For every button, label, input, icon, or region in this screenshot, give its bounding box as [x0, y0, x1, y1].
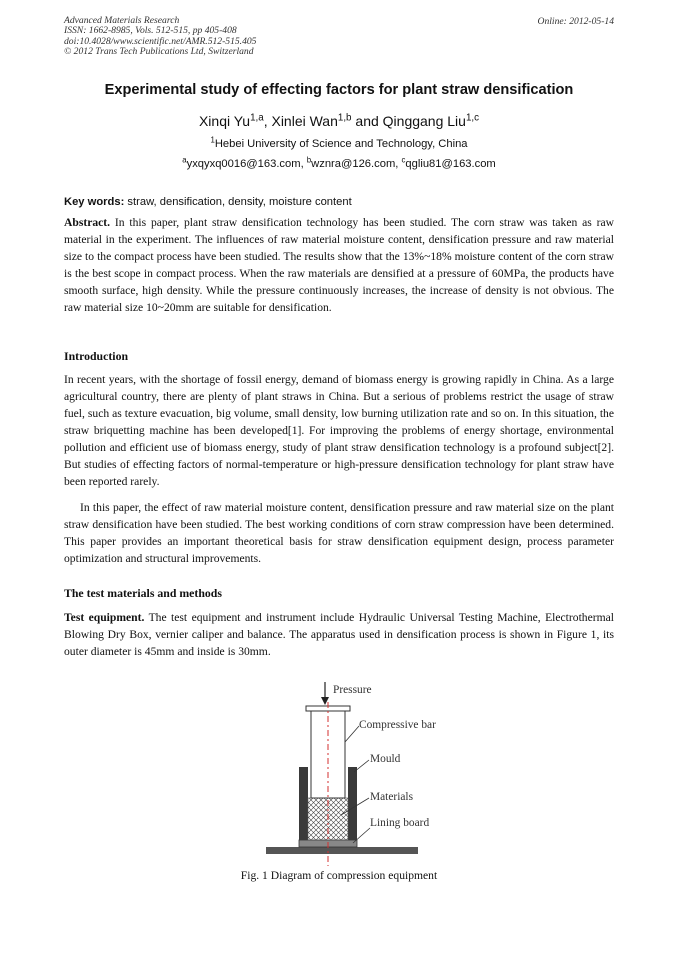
abstract-label: Abstract.	[64, 216, 111, 229]
journal-name: Advanced Materials Research	[64, 15, 180, 26]
author-sup: 1,a	[250, 112, 264, 124]
compression-equipment-diagram	[226, 680, 452, 885]
affiliation-text: Hebei University of Science and Technology, China	[214, 138, 468, 150]
affiliation	[0, 135, 678, 150]
author-name: Xinlei Wan	[271, 113, 338, 129]
author-separator: ,	[263, 113, 272, 129]
author-list	[0, 113, 678, 129]
figure-caption: Fig. 1 Diagram of compression equipment	[240, 869, 438, 882]
section-heading-introduction: Introduction	[64, 349, 129, 363]
leader-line	[345, 726, 359, 742]
author-name: Xinqi Yu	[198, 113, 251, 129]
author-sup: 1,b	[337, 112, 352, 124]
label-lining-board: Lining board	[370, 817, 430, 829]
label-materials: Materials	[370, 791, 414, 803]
email: wznra@126.com,	[311, 158, 402, 170]
email: qgliu81@163.com	[405, 158, 496, 170]
copyright: © 2012 Trans Tech Publications Ltd, Switzerland	[64, 46, 254, 58]
section-heading-methods: The test materials and methods	[64, 586, 222, 600]
journal-header	[64, 16, 256, 58]
email-sup: b	[306, 155, 312, 165]
test-equipment-label: Test equipment.	[64, 611, 145, 624]
email: yxqyxq0016@163.com,	[186, 158, 307, 170]
author-name: Qinggang Liu	[382, 113, 466, 129]
keywords-text: straw, densification, density, moisture content	[127, 196, 352, 208]
keywords	[64, 196, 614, 208]
mould-wall-right	[348, 767, 357, 840]
label-mould: Mould	[370, 753, 401, 765]
leader-line	[354, 760, 369, 772]
email-sup: c	[401, 155, 406, 165]
methods-paragraph	[64, 609, 614, 660]
mould-wall-left	[299, 767, 308, 840]
label-compressive-bar: Compressive bar	[359, 719, 436, 731]
abstract	[64, 214, 614, 316]
email-sup: a	[182, 155, 187, 165]
affiliation-sup: 1	[210, 135, 215, 145]
label-pressure: Pressure	[333, 684, 372, 696]
keywords-label: Key words:	[64, 196, 125, 208]
test-equipment-text: The test equipment and instrument include Hydraulic Universal Testing Machine, Electrothermal Blowing Dry Box, vernier caliper and balance. The apparatus used in densification process is shown in Figure 1, its outer diameter is 45mm and inside is 30mm.	[64, 611, 614, 658]
email-list	[0, 155, 678, 170]
doi: doi:10.4028/www.scientific.net/AMR.512-515.405	[64, 35, 257, 47]
intro-paragraph-1: In recent years, with the shortage of fossil energy, demand of biomass energy is growing rapidly in China. As a large agricultural country, there are plenty of plant straws in China. But a serious of problems restrict the usage of straw fuel, such as texture evacuation, big volume, small density, low burning utilization rate and so on. In this situation, the straw briquetting machine has been developed[1]. For improving the problems of energy shortage, environmental pollution and efficient use of biomass energy, study of plant straw densification technology is a profound subject[2]. But studies of effecting factors of normal-temperature or high-pressure densification technology for plant straw have been reported rarely.	[64, 373, 614, 488]
paper-title: Experimental study of effecting factors for plant straw densification	[104, 82, 574, 98]
author-sup: 1,c	[465, 112, 480, 124]
intro-paragraph-2: In this paper, the effect of raw material moisture content, densification pressure and raw material size on the plant straw densification have been studied. The best working conditions of corn straw compression have been determined. This paper provides an important theoretical basis for straw densification equipment design, process parameter optimization and structural improvements.	[64, 501, 614, 565]
base-plate	[266, 847, 418, 854]
abstract-text: In this paper, plant straw densification technology has been studied. The corn straw was taken as raw material in the experiment. The influences of raw material moisture content, densification pressure and raw material size to the compact process have been studied. The results show that the 13%~18% moisture content of the corn straw is the best scope in compact process. When the raw materials are densified at a pressure of 60MPa, the products have smooth surface, high density. While the pressure continuously increases, the increase of density is not obvious. The raw material size 10~20mm are suitable for densification.	[64, 216, 614, 314]
author-separator: and	[351, 113, 383, 129]
online-date: Online: 2012-05-14	[537, 16, 614, 27]
issn: ISSN: 1662-8985, Vols. 512-515, pp 405-408	[64, 25, 237, 37]
